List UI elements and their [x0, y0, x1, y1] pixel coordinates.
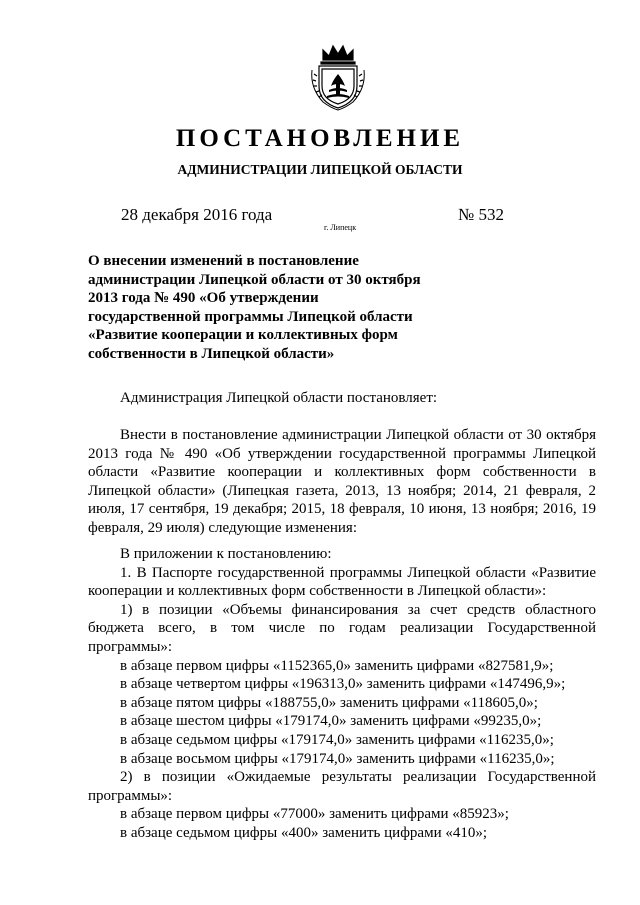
change-line: в абзаце пятом цифры «188755,0» заменить цифрами «118605,0»; [120, 694, 538, 711]
paragraph-line: Внести в постановление администрации Липецкой области от 30 октября [120, 427, 596, 443]
paragraph-line: июля, 17 сентября, 19 декабря; 2015, 18 февраля, 10 июня, 13 ноября; 2016, 19 [88, 501, 596, 518]
preamble [88, 389, 596, 408]
item-1-1-line: 1) в позиции «Объемы финансирования за счет средств областного [120, 601, 596, 618]
intro-paragraph [88, 426, 596, 538]
document-number: № 532 [458, 205, 504, 224]
subject-line: государственной программы Липецкой области [88, 308, 413, 325]
preamble-text: Администрация Липецкой области постановляет: [120, 390, 438, 406]
item-1-1-line: программы»: [88, 638, 173, 655]
appendix-intro: В приложении к постановлению: [120, 546, 332, 562]
document-city: г. Липецк [324, 223, 357, 232]
change-line: в абзаце седьмом цифры «400» заменить цифрами «410»; [120, 824, 488, 841]
change-line: в абзаце шестом цифры «179174,0» заменить цифрами «99235,0»; [120, 713, 542, 730]
subject-line: собственности в Липецкой области» [88, 345, 335, 362]
paragraph-line: области «Развитие кооперации и коллективных форм собственности в [88, 464, 596, 481]
subject-line: 2013 года № 490 «Об утверждении [88, 290, 319, 307]
document-subtitle: АДМИНИСТРАЦИИ ЛИПЕЦКОЙ ОБЛАСТИ [177, 162, 463, 177]
document-subject [88, 252, 448, 364]
item-2-section [88, 768, 596, 842]
subject-line: «Развитие кооперации и коллективных форм [88, 327, 398, 344]
subject-line: администрации Липецкой области от 30 октября [88, 271, 421, 288]
item-1-line: кооперации и коллективных форм собственности в Липецкой области»: [88, 583, 547, 600]
item-1-line: 1. В Паспорте государственной программы Липецкой области «Развитие [120, 564, 596, 581]
document-date: 28 декабря 2016 года [121, 205, 273, 224]
item-1-1-line: бюджета всего, в том числе по годам реализации Государственной [88, 620, 596, 637]
change-line: в абзаце первом цифры «77000» заменить цифрами «85923»; [120, 806, 509, 823]
paragraph-line: 2013 года № 490 «Об утверждении государственной программы Липецкой [88, 445, 596, 462]
document-title: ПОСТАНОВЛЕНИЕ [175, 125, 465, 152]
item-1-2-line: программы»: [88, 787, 173, 804]
subject-line: О внесении изменений в постановление [88, 253, 359, 269]
paragraph-line: февраля, 29 июля) следующие изменения: [88, 519, 357, 536]
item-1-2-line: 2) в позиции «Ожидаемые результаты реализации Государственной [120, 769, 596, 785]
appendix-section [88, 545, 596, 768]
change-line: в абзаце седьмом цифры «179174,0» заменить цифрами «116235,0»; [120, 731, 554, 748]
lipetsk-coat-of-arms-icon [309, 40, 367, 112]
change-line: в абзаце четвертом цифры «196313,0» заменить цифрами «147496,9»; [120, 676, 566, 693]
change-line: в абзаце первом цифры «1152365,0» заменить цифрами «827581,9»; [120, 657, 554, 674]
change-line: в абзаце восьмом цифры «179174,0» заменить цифрами «116235,0»; [120, 750, 555, 767]
paragraph-line: Липецкой области» (Липецкая газета, 2013, 13 ноября; 2014, 21 февраля, 2 [88, 482, 596, 499]
